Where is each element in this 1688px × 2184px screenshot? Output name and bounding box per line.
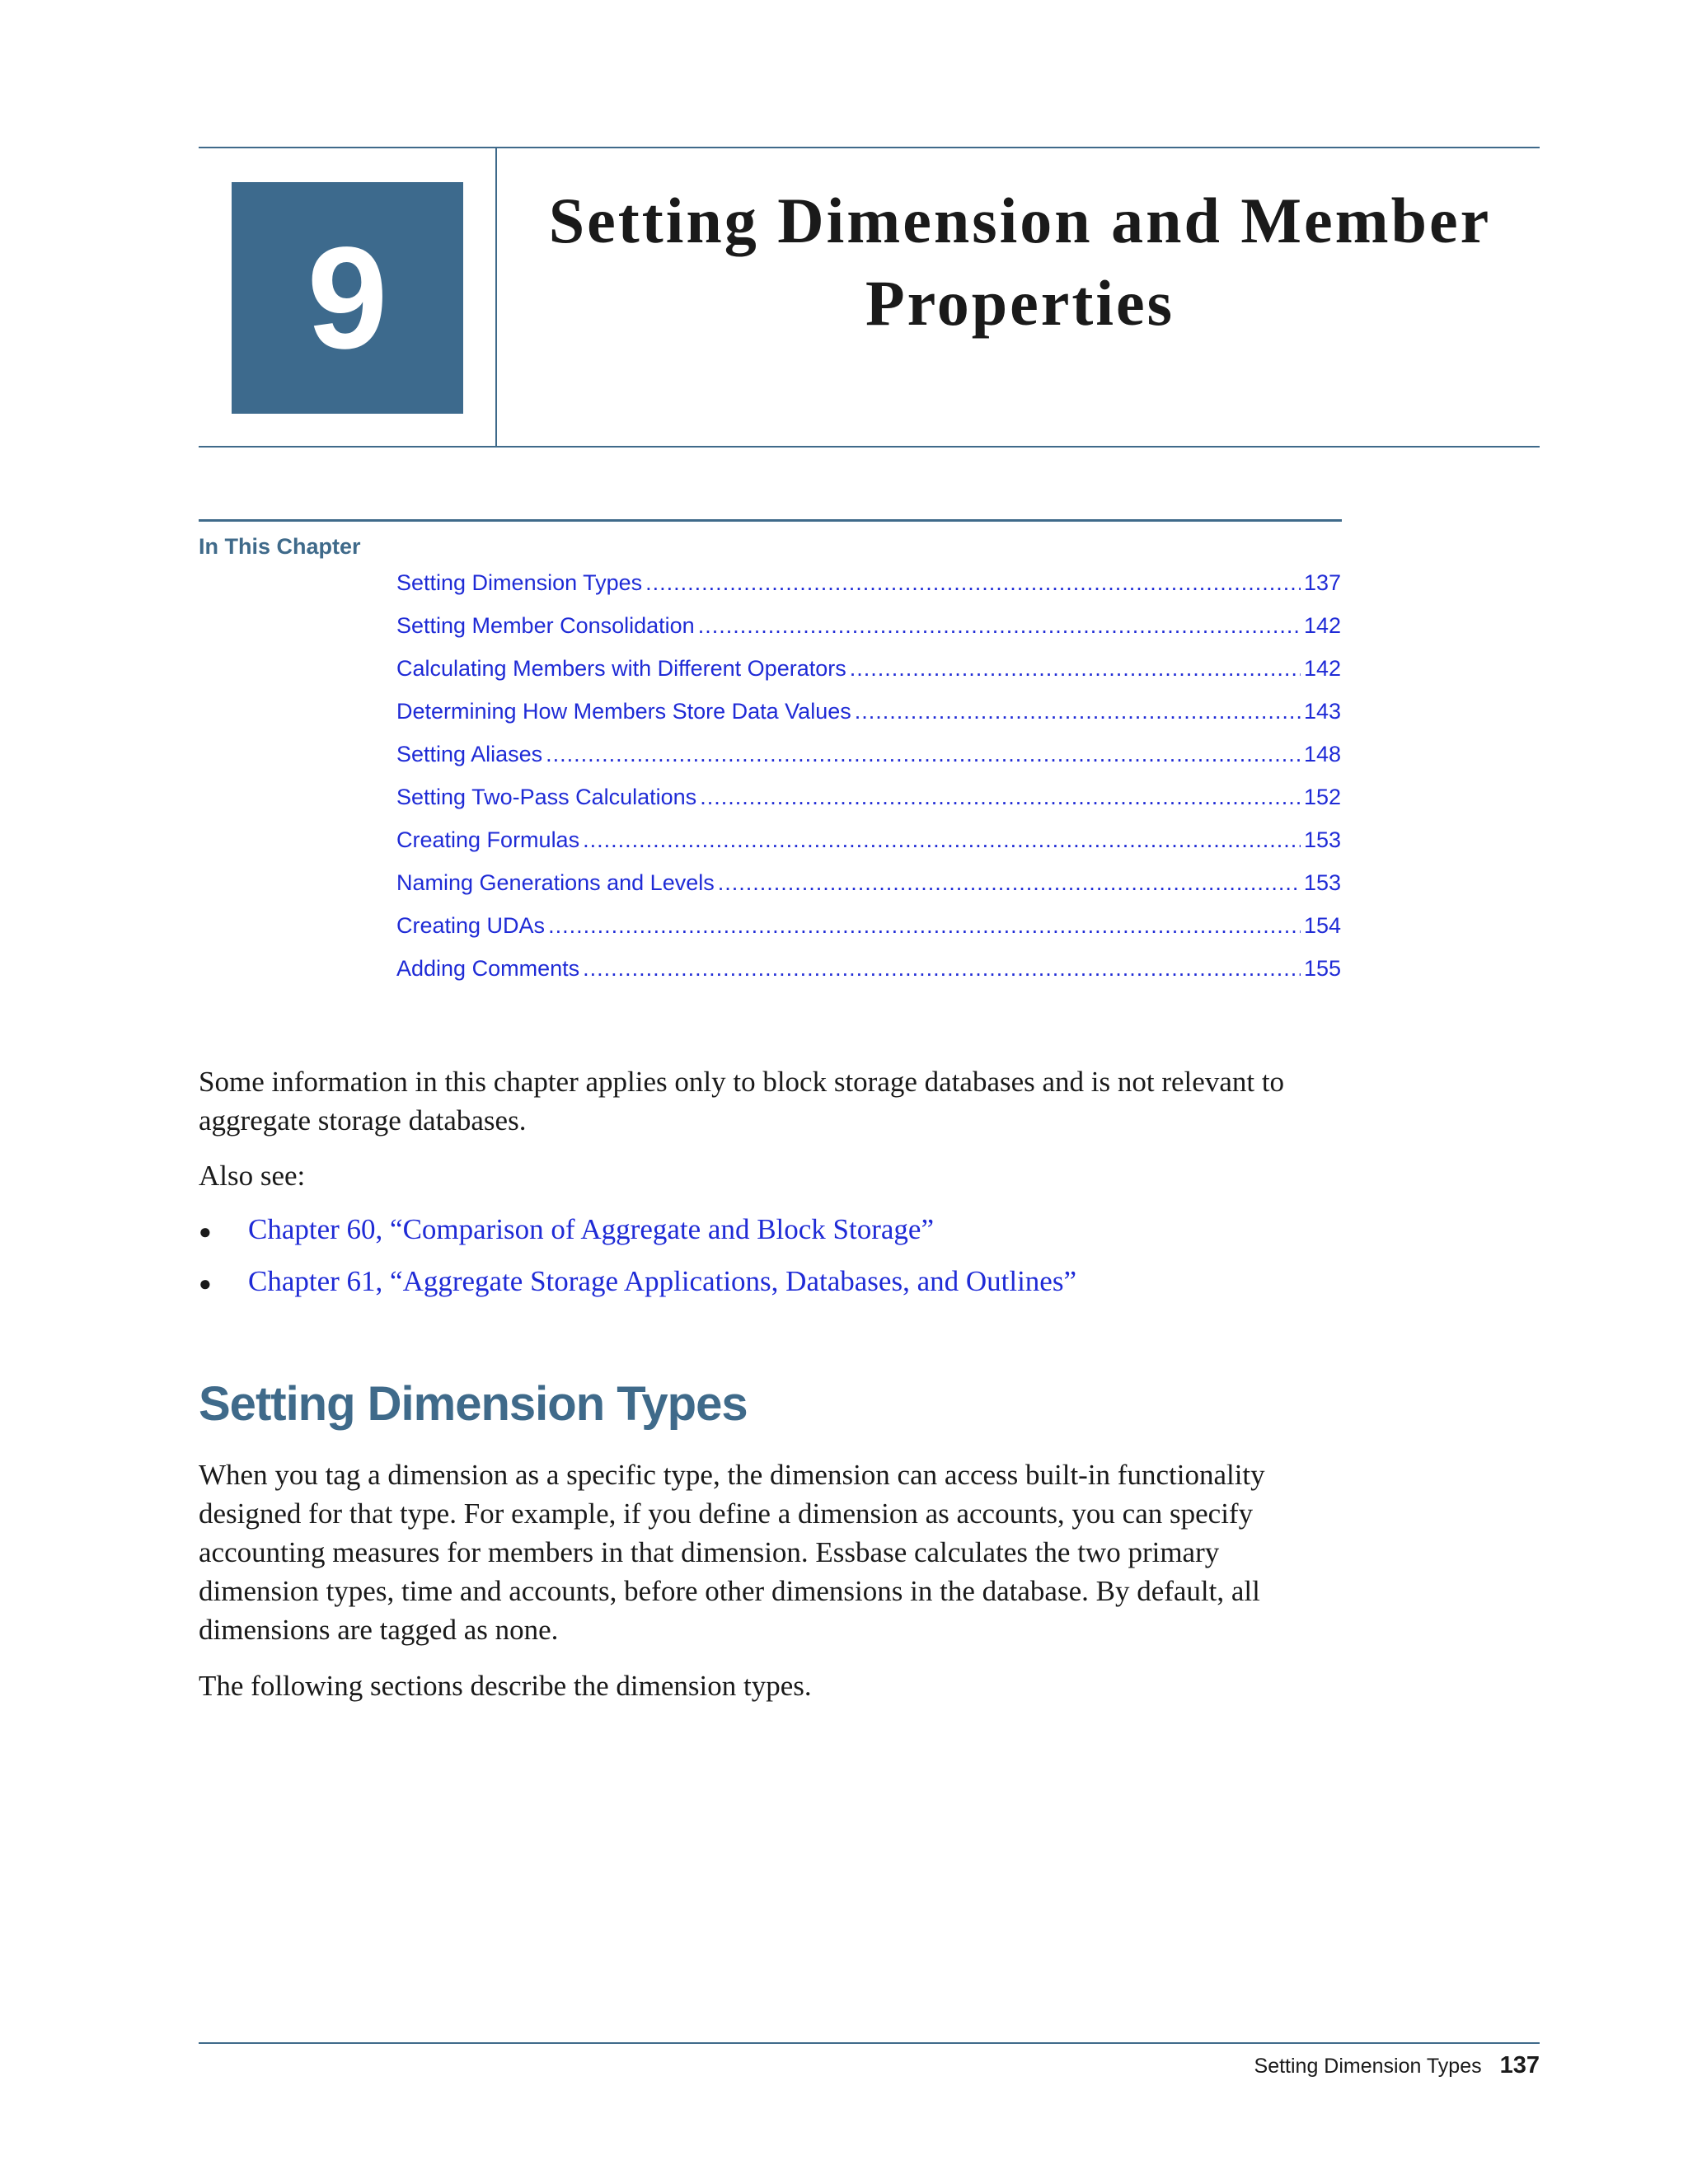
toc-item-label: Determining How Members Store Data Values	[396, 699, 851, 724]
toc-item-label: Setting Dimension Types	[396, 570, 643, 595]
chapter-60-link[interactable]: Chapter 60, “Comparison of Aggregate and Block Storage”	[248, 1213, 935, 1245]
toc-item-creating-formulas[interactable]	[396, 827, 1341, 870]
toc-item-page: 152	[1303, 785, 1341, 809]
toc-item-label: Setting Two-Pass Calculations	[396, 785, 697, 809]
toc-item-two-pass[interactable]	[396, 785, 1341, 827]
toc-item-label: Setting Member Consolidation	[396, 613, 695, 638]
chapter-title: Setting Dimension and Member Properties	[548, 185, 1492, 339]
toc-item-label: Creating Formulas	[396, 827, 580, 852]
toc-leader-dots	[548, 913, 1301, 939]
header-bottom-rule	[199, 446, 1540, 448]
toc-item-setting-dimension-types[interactable]	[396, 570, 1341, 613]
toc-item-setting-member-consolidation[interactable]	[396, 613, 1341, 656]
toc-list	[396, 570, 1341, 999]
footer-section-title: Setting Dimension Types	[1254, 2055, 1482, 2078]
toc-item-page: 137	[1303, 570, 1341, 595]
also-see-label: Also see:	[199, 1160, 306, 1192]
footer-page-number: 137	[1499, 2052, 1540, 2079]
toc-leader-dots	[850, 656, 1301, 682]
page-footer	[1254, 2052, 1540, 2079]
toc-item-label: Adding Comments	[396, 956, 580, 981]
list-item	[199, 1262, 1344, 1314]
intro-paragraph: Some information in this chapter applies only to block storage databases and is not relevant to aggregate storage databases.	[199, 1066, 1285, 1137]
toc-item-page: 153	[1303, 870, 1341, 895]
list-item	[199, 1210, 1344, 1262]
chapter-number: 9	[307, 217, 388, 379]
toc-item-determining-storage[interactable]	[396, 699, 1341, 742]
toc-heading: In This Chapter	[199, 534, 361, 559]
toc-leader-dots	[546, 742, 1301, 767]
toc-item-label: Setting Aliases	[396, 742, 543, 766]
toc-item-page: 153	[1303, 827, 1341, 852]
toc-leader-dots	[855, 699, 1301, 724]
toc-item-page: 143	[1303, 699, 1341, 724]
toc-item-page: 148	[1303, 742, 1341, 766]
see-also-list	[199, 1210, 1344, 1314]
section-paragraph-2: The following sections describe the dimension types.	[199, 1670, 812, 1702]
chapter-61-link[interactable]: Chapter 61, “Aggregate Storage Applications, Databases, and Outlines”	[248, 1265, 1076, 1297]
toc-leader-dots	[718, 870, 1301, 896]
toc-leader-dots	[583, 827, 1301, 853]
toc-item-adding-comments[interactable]	[396, 956, 1341, 999]
toc-item-label: Naming Generations and Levels	[396, 870, 715, 895]
section-heading: Setting Dimension Types	[199, 1377, 748, 1431]
toc-item-naming-generations[interactable]	[396, 870, 1341, 913]
toc-leader-dots	[698, 613, 1301, 639]
toc-item-label: Creating UDAs	[396, 913, 546, 938]
toc-item-setting-aliases[interactable]	[396, 742, 1341, 785]
header-divider	[495, 147, 497, 448]
section-paragraph: When you tag a dimension as a specific type, the dimension can access built-in functionality designed for that type. For example, if you define a dimension as accounts, you can specify accounting measures for members in that dimension. Essbase calculates the two primary dimension types, time and accounts, before other dimensions in the database. By default, all dimensions are tagged as none.	[199, 1459, 1265, 1646]
toc-item-calculating-members[interactable]	[396, 656, 1341, 699]
toc-leader-dots	[645, 570, 1301, 596]
toc-item-label: Calculating Members with Different Operators	[396, 656, 846, 681]
header-top-rule	[199, 147, 1540, 148]
bullet-icon: ●	[199, 1220, 212, 1244]
toc-item-page: 142	[1303, 656, 1341, 681]
toc-leader-dots	[583, 956, 1301, 982]
toc-item-page: 142	[1303, 613, 1341, 638]
toc-rule	[199, 519, 1342, 522]
bullet-icon: ●	[199, 1272, 212, 1296]
footer-rule	[199, 2042, 1540, 2044]
toc-item-page: 154	[1303, 913, 1341, 938]
toc-item-creating-udas[interactable]	[396, 913, 1341, 956]
chapter-number-box	[232, 182, 463, 414]
toc-item-page: 155	[1303, 956, 1341, 981]
toc-leader-dots	[700, 785, 1301, 810]
